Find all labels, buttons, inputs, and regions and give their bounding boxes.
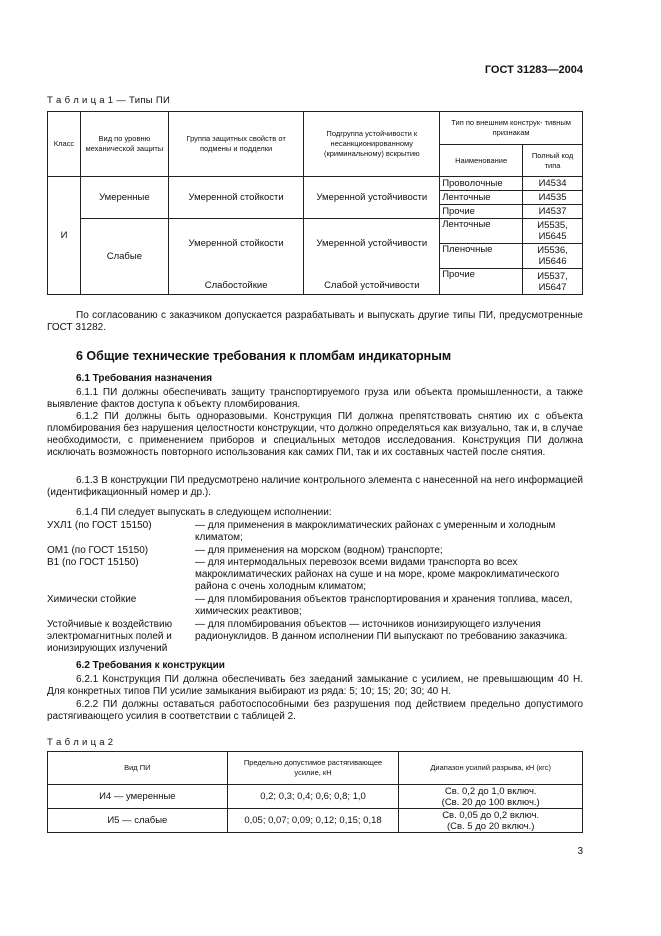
list-term: Устойчивые к воздействию электромагнитных полей и ионизирующих излучений (47, 619, 173, 654)
th-range: Диапазон усилий разрыва, кН (кгс) (399, 752, 583, 785)
paragraph-6-2-2: 6.2.2 ПИ должны оставаться работоспособными без разрушения под действием предельно допустимого растягивающего усилия в соответствии с таблицей 2. (47, 699, 583, 722)
type-name-cell: Пленочные (440, 244, 523, 269)
paragraph-6-1-1: 6.1.1 ПИ должны обеспечивать защиту транспортируемого груза или объекта промышленности, а также выявление фактов доступа к объекту пломбирования. (47, 387, 583, 410)
type-name-cell: Ленточные (440, 219, 523, 244)
table2-caption: Т а б л и ц а 2 (47, 737, 114, 748)
type-name-cell: Прочие (440, 269, 523, 295)
document-code: ГОСТ 31283—2004 (484, 64, 583, 76)
th-name: Наименование (440, 145, 523, 177)
group-cell: Умеренной стойкости (168, 219, 304, 269)
range-cell (399, 785, 583, 809)
type-code-cell: И5537, И5647 (523, 269, 583, 295)
list-term: ОМ1 (по ГОСТ 15150) (47, 545, 149, 556)
list-term: В1 (по ГОСТ 15150) (47, 557, 139, 568)
th-mech: Вид по уровню механической защиты (80, 112, 168, 177)
type-code-cell: И4534 (523, 177, 583, 191)
page-number: 3 (577, 846, 583, 857)
mech-weak: Слабые (80, 219, 168, 295)
th-subgroup: Подгруппа устойчивости к несанкционированному (криминальному) вскрытию (304, 112, 440, 177)
section-6-heading: 6 Общие технические требования к пломбам индикаторным (76, 349, 452, 363)
force-cell: 0,05; 0,07; 0,09; 0,12; 0,15; 0,18 (227, 809, 399, 833)
subsection-6-2-heading: 6.2 Требования к конструкции (76, 660, 225, 671)
paragraph-6-2-1: 6.2.1 Конструкция ПИ должна обеспечивать без заеданий замыкание с усилием, не превышающим 40 Н. Для конкретных типов ПИ усилие замыкания выбирают из ряда: 5; 10; 15; 20; 30; 40 Н. (47, 674, 583, 697)
list-term: Химически стойкие (47, 594, 137, 605)
list-desc: — для применения в макроклиматических районах с умеренным и холодным климатом; (195, 520, 556, 543)
table1 (47, 111, 583, 295)
paragraph-6-1-4: 6.1.4 ПИ следует выпускать в следующем исполнении: (76, 507, 332, 518)
type-code-cell: И4537 (523, 205, 583, 219)
type-name-cell: Ленточные (440, 191, 523, 205)
paragraph-agreement: По согласованию с заказчиком допускается разрабатывать и выпускать другие типы ПИ, предусмотренные ГОСТ 31282. (47, 310, 583, 333)
group-cell: Слабостойкие (168, 269, 304, 295)
subgroup-cell: Умеренной устойчивости (304, 219, 440, 269)
th-code: Полный код типа (523, 145, 583, 177)
table-row (48, 785, 583, 809)
table1-caption: Т а б л и ц а 1 — Типы ПИ (47, 95, 171, 106)
th-type-group: Тип по внешним конструк- тивным признакам (440, 112, 583, 145)
force-cell: 0,2; 0,3; 0,4; 0,6; 0,8; 1,0 (227, 785, 399, 809)
range-cell (399, 809, 583, 833)
range-line: Св. 0,05 до 0,2 включ. (442, 809, 540, 821)
group-cell: Умеренной стойкости (168, 177, 304, 219)
range-line: (Св. 20 до 100 включ.) (441, 796, 540, 808)
type-name-cell: Прочие (440, 205, 523, 219)
list-desc: — для применения на морском (водном) транспорте; (195, 545, 443, 556)
subsection-6-1-heading: 6.1 Требования назначения (76, 373, 213, 384)
table-row (48, 809, 583, 833)
th-kind: Вид ПИ (48, 752, 228, 785)
kind-cell: И5 — слабые (48, 809, 228, 833)
subgroup-cell: Слабой устойчивости (304, 269, 440, 295)
range-line: Св. 0,2 до 1,0 включ. (444, 785, 537, 797)
class-cell: И (48, 177, 81, 295)
th-group: Группа защитных свойств от подмены и подделки (168, 112, 304, 177)
paragraph-6-1-2: 6.1.2 ПИ должны быть одноразовыми. Конструкция ПИ должна препятствовать снятию их с объекта пломбирования без нарушения целостности конструкции, что должно определяться как визуально, так и, в случае необходимости, с применением приборов и специальных методов исследования. Конструкция ПИ должна исключать возможность повторного использования как самих ПИ, так и их составных частей после снятия. (47, 411, 583, 458)
list-desc: — для пломбирования объектов — источников ионизирующего излучения радионуклидов. В данном исполнении ПИ выпускают по требованию заказчика. (195, 619, 568, 642)
th-class: Класс (48, 112, 81, 177)
table2 (47, 751, 583, 833)
list-desc: — для пломбирования объектов транспортирования и хранения топлива, масел, химических реактивов; (195, 594, 573, 617)
type-code-cell: И4535 (523, 191, 583, 205)
type-name-cell: Проволочные (440, 177, 523, 191)
list-desc: — для интермодальных перевозок всеми видами транспорта во всех макроклиматических районах на суше и на море, кроме макроклиматического района с очень холодным климатом; (195, 557, 560, 592)
subgroup-cell: Умеренной устойчивости (304, 177, 440, 219)
type-code-cell: И5536, И5646 (523, 244, 583, 269)
kind-cell: И4 — умеренные (48, 785, 228, 809)
type-code-cell: И5535, И5645 (523, 219, 583, 244)
list-term: УХЛ1 (по ГОСТ 15150) (47, 520, 152, 531)
th-force: Предельно допустимое растягивающее усилие, кН (227, 752, 399, 785)
range-line: (Св. 5 до 20 включ.) (446, 820, 535, 832)
paragraph-6-1-3: 6.1.3 В конструкции ПИ предусмотрено наличие контрольного элемента с нанесенной на него информацией (идентификационный номер и др.). (47, 475, 583, 498)
mech-moderate: Умеренные (80, 177, 168, 219)
